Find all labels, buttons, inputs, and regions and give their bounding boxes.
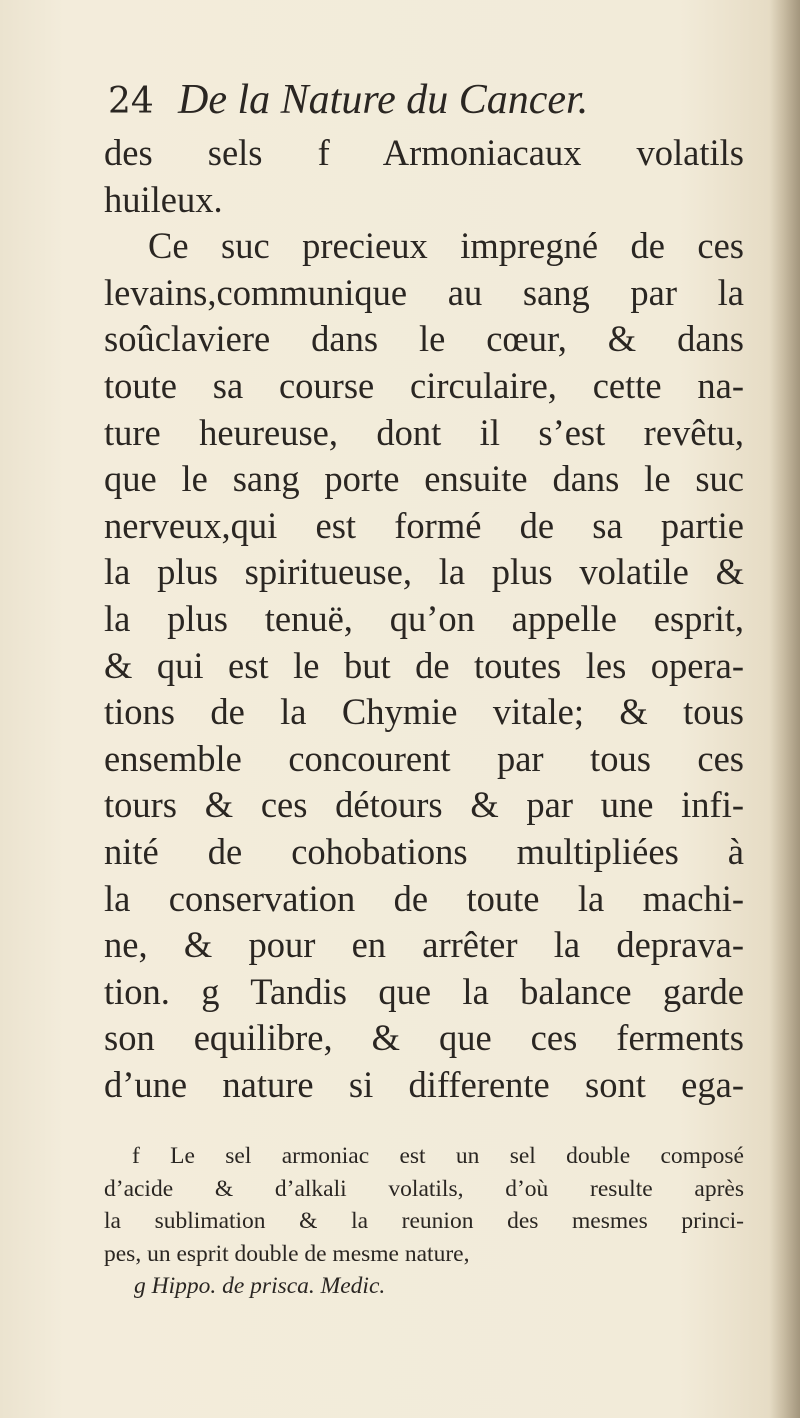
text-line: la conservation de toute la machi- [104, 877, 744, 919]
text-line: d’une nature si differente sont ega- [104, 1063, 744, 1105]
text-line: tours & ces détours & par une infi- [104, 784, 744, 826]
text-line: que le sang porte ensuite dans le suc [104, 458, 744, 500]
footnote-line: pes, un esprit double de mesme nature, [104, 1240, 470, 1267]
text-line: nerveux,qui est formé de sa partie [104, 504, 744, 546]
text-line: ensemble concourent par tous ces [104, 737, 744, 779]
footnote-line: d’acide & d’alkali volatils, d’où resulte après [104, 1175, 744, 1202]
text-line: ne, & pour en arrêter la deprava- [104, 924, 744, 966]
footnote-line: f Le sel armoniac est un sel double composé [132, 1143, 744, 1169]
text-line: tions de la Chymie vitale; & tous [104, 691, 744, 733]
text-line: tion. g Tandis que la balance garde [104, 970, 744, 1012]
body-text [104, 130, 744, 1108]
footnote-line: la sublimation & la reunion des mesmes princi- [104, 1208, 744, 1235]
text-line: levains,communique au sang par la [104, 271, 744, 313]
text-line: ture heureuse, dont il s’est revêtu, [104, 411, 744, 453]
text-line: huileux. [104, 178, 223, 220]
running-title: De la Nature du Cancer. [178, 77, 589, 123]
footnote-line: g Hippo. de prisca. Medic. [134, 1273, 386, 1300]
page-gutter-shadow [770, 0, 800, 1418]
text-line: la plus spiritueuse, la plus volatile & [104, 551, 744, 593]
text-line: & qui est le but de toutes les opera- [104, 644, 744, 686]
page-number: 24 [108, 81, 154, 122]
text-line: Ce suc precieux impregné de ces [148, 225, 744, 267]
footnotes [104, 1140, 744, 1303]
text-line: soûclaviere dans le cœur, & dans [104, 318, 744, 360]
page-header [108, 72, 748, 128]
text-line: son equilibre, & que ces ferments [104, 1017, 744, 1059]
text-line: toute sa course circulaire, cette na- [104, 364, 744, 406]
text-line: la plus tenuë, qu’on appelle esprit, [104, 597, 744, 639]
text-line: nité de cohobations multipliées à [104, 830, 744, 872]
text-line: des sels f Armoniacaux volatils [104, 132, 744, 173]
